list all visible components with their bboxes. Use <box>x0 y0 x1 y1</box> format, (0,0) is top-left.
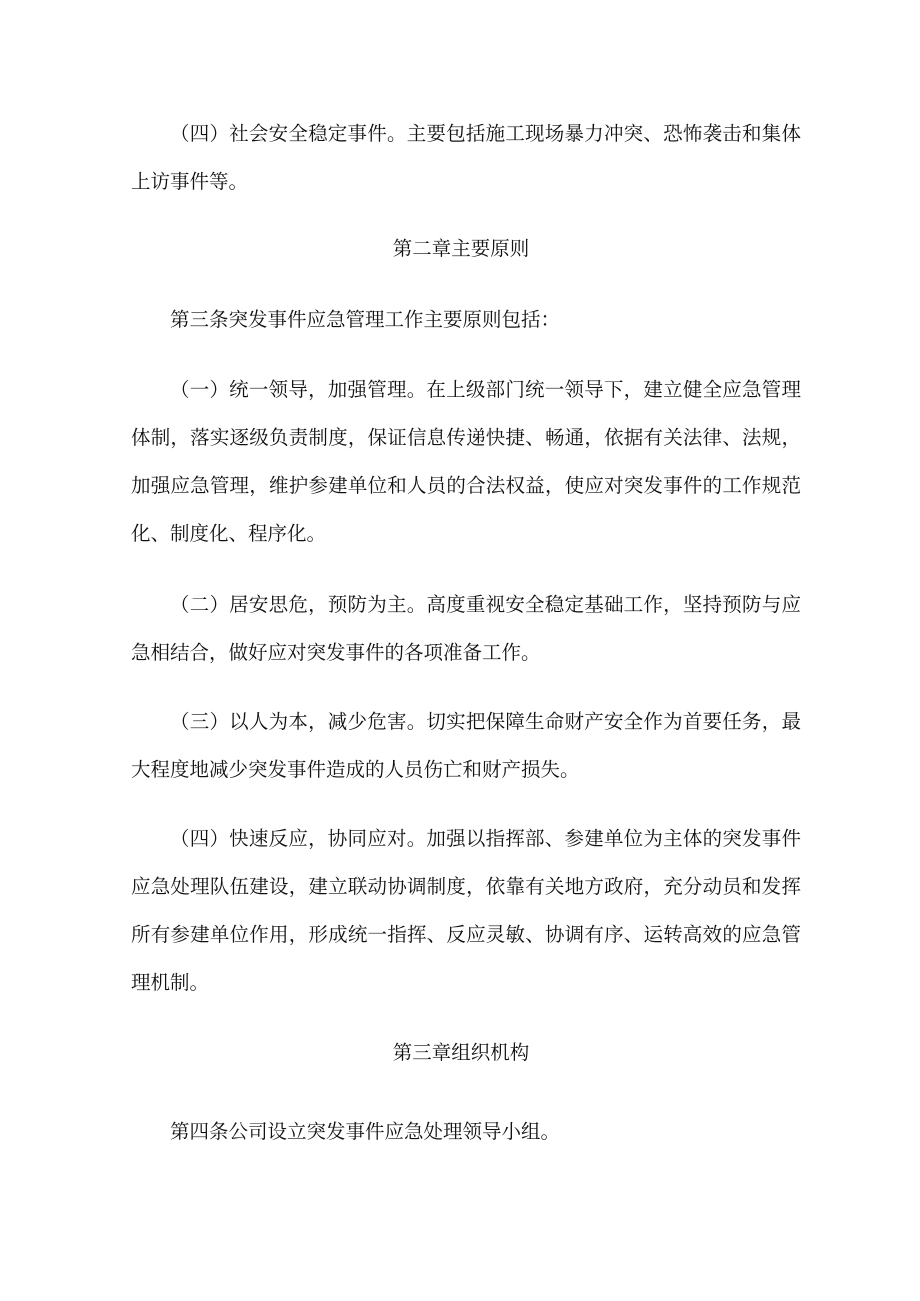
paragraph-unified-leadership: （一）统一领导，加强管理。在上级部门统一领导下，建立健全应急管理体制，落实逐级负责制度，保证信息传递快捷、畅通，依据有关法律、法规，加强应急管理，维护参建单位和人员的合法权益，使应对突发事件的工作规范化、制度化、程序化。 <box>131 378 801 545</box>
article-3-intro: 第三条突发事件应急管理工作主要原则包括： <box>170 308 561 331</box>
chapter-2-heading: 第二章主要原则 <box>392 237 530 260</box>
paragraph-people-first: （三）以人为本，减少危害。切实把保障生命财产安全作为首要任务，最大程度地减少突发事件造成的人员伤亡和财产损失。 <box>131 710 801 781</box>
chapter-3-heading: 第三章组织机构 <box>392 1041 530 1064</box>
paragraph-social-security-events: （四）社会安全稳定事件。主要包括施工现场暴力冲突、恐怖袭击和集体上访事件等。 <box>131 122 801 193</box>
paragraph-prevention: （二）居安思危，预防为主。高度重视安全稳定基础工作，坚持预防与应急相结合，做好应对突发事件的各项准备工作。 <box>131 593 801 664</box>
article-4-text: 第四条公司设立突发事件应急处理领导小组。 <box>170 1120 561 1143</box>
paragraph-rapid-response: （四）快速反应，协同应对。加强以指挥部、参建单位为主体的突发事件应急处理队伍建设，建立联动协调制度，依靠有关地方政府，充分动员和发挥所有参建单位作用，形成统一指挥、反应灵敏、协调有序、运转高效的应急管理机制。 <box>131 827 801 994</box>
